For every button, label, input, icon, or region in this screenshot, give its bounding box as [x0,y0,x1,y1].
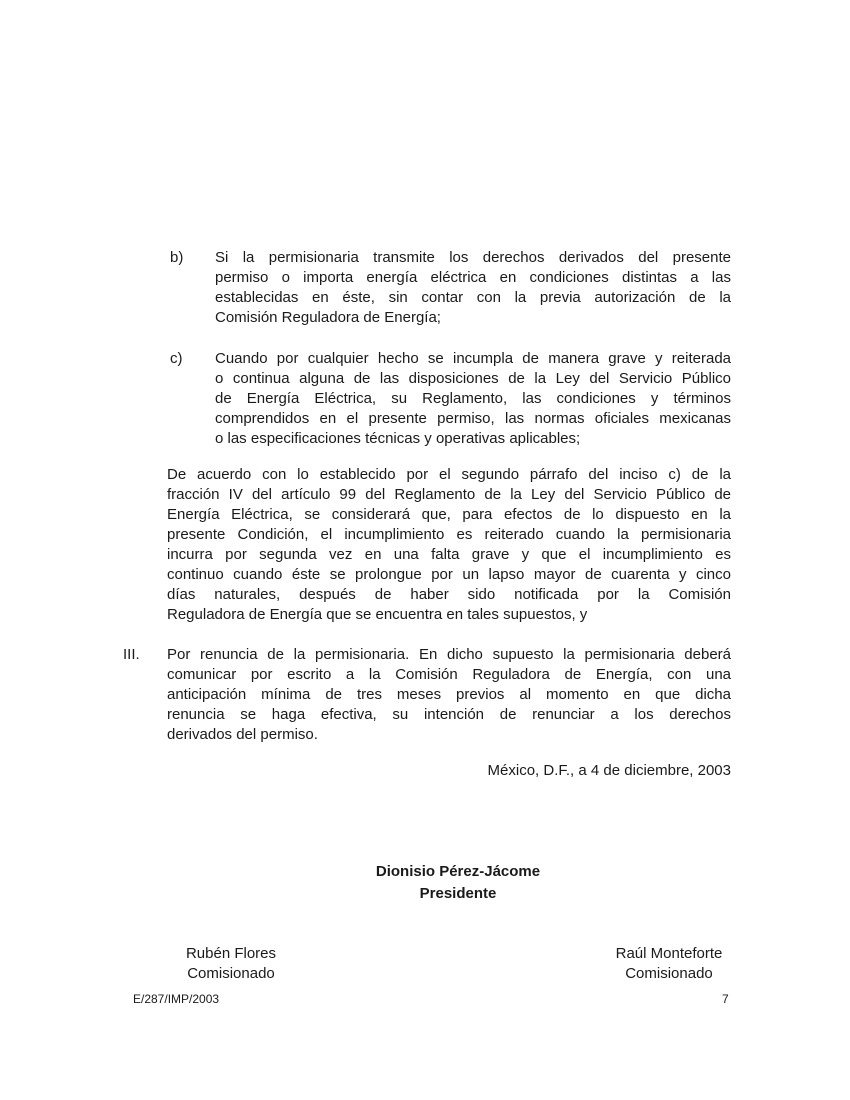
place-date-line: México, D.F., a 4 de diciembre, 2003 [487,762,731,779]
footer-reference: E/287/IMP/2003 [133,992,220,1006]
text-line: establecidas en éste, sin contar con la previa autorización de la [215,289,731,306]
list-marker-c: c) [170,350,183,367]
list-item-b-text [215,248,731,328]
footer-page-number: 7 [722,992,729,1006]
text-line: derivados del permiso. [167,726,318,743]
president-title: Presidente [419,885,497,902]
text-line: presente Condición, el incumplimiento es reiterado cuando la permisionaria [167,526,731,543]
signature-commissioner-right [569,944,769,984]
text-line: De acuerdo con lo establecido por el segundo párrafo del inciso c) de la [167,466,731,483]
closing-paragraph [167,465,731,625]
text-line: comprendidos en el presente permiso, las normas oficiales mexicanas [215,410,731,427]
president-name: Dionisio Pérez-Jácome [375,863,541,880]
text-line: fracción IV del artículo 99 del Reglamento de la Ley del Servicio Público de [167,486,731,503]
text-line: permiso o importa energía eléctrica en condiciones distintas a las [215,269,731,286]
commissioner-left-title: Comisionado [187,965,275,982]
signature-president [258,861,658,905]
text-line: Comisión Reguladora de Energía; [215,309,441,326]
list-marker-iii: III. [123,646,140,663]
text-line: o continua alguna de las disposiciones de la Ley del Servicio Público [215,370,731,387]
text-line: o las especificaciones técnicas y operativas aplicables; [215,430,581,447]
text-line: de Energía Eléctrica, su Reglamento, las condiciones y términos [215,390,731,407]
text-line: Si la permisionaria transmite los derechos derivados del presente [215,249,731,266]
text-line: Reguladora de Energía que se encuentra en tales supuestos, y [167,606,588,623]
commissioner-right-name: Raúl Monteforte [615,945,723,962]
list-item-iii-text [167,645,731,745]
text-line: Cuando por cualquier hecho se incumpla de manera grave y reiterada [215,350,731,367]
text-line: comunicar por escrito a la Comisión Reguladora de Energía, con una [167,666,731,683]
list-item-c-text [215,349,731,449]
text-line: Por renuncia de la permisionaria. En dicho supuesto la permisionaria deberá [167,646,731,663]
commissioner-right-title: Comisionado [625,965,713,982]
text-line: anticipación mínima de tres meses previos al momento en que dicha [167,686,731,703]
text-line: incurra por segunda vez en una falta grave y que el incumplimiento es [167,546,731,563]
text-line: días naturales, después de haber sido notificada por la Comisión [167,586,731,603]
text-line: Energía Eléctrica, se considerará que, para efectos de lo dispuesto en la [167,506,731,523]
text-line: continuo cuando éste se prolongue por un lapso mayor de cuarenta y cinco [167,566,731,583]
text-line: renuncia se haga efectiva, su intención de renunciar a los derechos [167,706,731,723]
commissioner-left-name: Rubén Flores [185,945,277,962]
signature-commissioner-left [131,944,331,984]
list-marker-b: b) [170,249,184,266]
